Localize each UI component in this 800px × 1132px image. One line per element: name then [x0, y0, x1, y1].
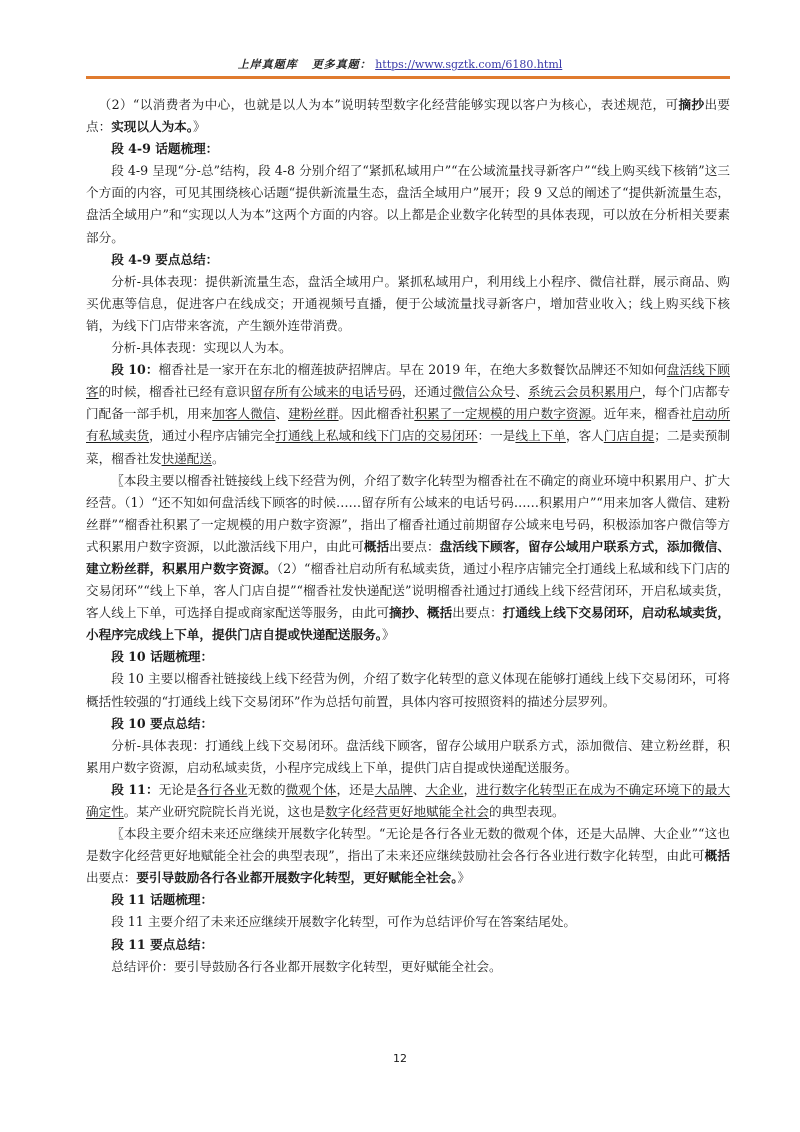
- text-run: 无数的: [247, 781, 286, 797]
- bold-text: 盘活线下顾客，留存公域用户联系方式，添加微信、建立粉丝群，积累用户数字资源。: [86, 538, 731, 576]
- bold-text: 段 11：: [111, 781, 159, 797]
- section-heading: 段 11 话题梳理：: [111, 892, 214, 908]
- paragraph: [86, 359, 730, 469]
- page-number: 12: [393, 1052, 407, 1065]
- paragraph: [86, 94, 730, 138]
- underlined-text: 建粉丝群: [288, 406, 339, 422]
- text-run: 。某产业研究院院长肖光说，这也是: [123, 804, 326, 819]
- underlined-text: 留存所有公域来的电话号码: [250, 384, 402, 400]
- paragraph: [86, 337, 730, 359]
- underlined-text: 数字化经营更好地赋能全社会: [325, 804, 489, 819]
- underlined-text: 打通线上私域和线下门店的交易闭环: [275, 428, 478, 444]
- text-run: 、: [515, 384, 529, 400]
- bold-text: 段 10：: [111, 362, 159, 378]
- section-heading: 段 4-9 话题梳理：: [111, 141, 219, 157]
- text-run: ，通过小程序店铺完全: [149, 428, 276, 444]
- underlined-text: 进行数字化转型正在成为不确定环境下的最大确定性: [86, 781, 731, 819]
- more-label: 更多真题：: [311, 58, 372, 71]
- bold-text: 摘抄、概括: [389, 605, 453, 621]
- text-run: 段 11 主要介绍了未来还应继续开展数字化转型，可作为总结评价写在答案结尾处。: [111, 914, 577, 930]
- text-run: 。: [211, 450, 225, 466]
- text-run: 的时候，榴香社已经有意识: [98, 384, 251, 400]
- underlined-text: 加客人微信: [212, 406, 276, 422]
- underlined-text: 启动所有私域卖货: [86, 406, 731, 444]
- text-run: 》: [457, 870, 471, 886]
- annotation-paragraph: [86, 823, 730, 889]
- underlined-text: 门店自提: [603, 428, 655, 444]
- text-run: 〖本段主要介绍未来还应继续开展数字化转型。“无论是各行各业无数的微观个体，还是大品牌、大企业”“这也是数字化经营更好地赋能全社会的典型表现”，指出了未来还应继续鼓励社会各行各业进行数字化转型，由此可: [86, 826, 730, 864]
- text-run: 分析-具体表现：打通线上线下交易闭环。盘活线下顾客，留存公域用户联系方式，添加微信、建立粉丝群，积累用户数字资源，启动私域卖货，小程序完成线上下单，提供门店自提或快递配送服务。: [86, 737, 730, 775]
- text-run: 总结评价：要引导鼓励各行各业都开展数字化转型，更好赋能全社会。: [111, 958, 502, 974]
- text-run: ，还通过: [401, 384, 453, 400]
- text-run: 分析-具体表现：提供新流量生态，盘活全域用户。紧抓私域用户，利用线上小程序、微信社群，展示商品、购买优惠等信息，促进客户在线成交；开通视频号直播，便于公域流量找寻新客户，增加营业收入；线上购买线下核销，为线下门店带来客流，产生额外连带消费。: [86, 273, 730, 333]
- text-run: 段 10 主要以榴香社链接线上线下经营为例，介绍了数字化转型的意义体现在能够打通线上线下交易闭环，可将概括性较强的“打通线上线下交易闭环”作为总括句前置，具体内容可按照资料的描述分层罗列。: [86, 671, 730, 709]
- text-run: 》: [381, 627, 395, 643]
- underlined-text: 微信公众号: [452, 384, 516, 400]
- text-run: 、: [275, 406, 289, 422]
- paragraph: [86, 160, 730, 248]
- text-run: ，: [463, 781, 477, 797]
- underlined-text: 系统云会员积累用户: [528, 384, 642, 400]
- underlined-text: 盘活线下顾客: [86, 362, 730, 400]
- text-run: 、: [412, 781, 426, 797]
- text-run: ，每个门店都专门配备一部手机，用来: [86, 384, 731, 422]
- bold-text: 要引导鼓励各行各业都开展数字化转型，更好赋能全社会。: [136, 870, 458, 886]
- text-run: 出要点：: [86, 97, 731, 135]
- text-run: 》: [193, 119, 206, 135]
- paragraph: [86, 735, 730, 779]
- text-run: ：一是: [477, 428, 516, 444]
- text-run: 出要点：: [389, 538, 440, 554]
- text-run: 段 4-9 呈现“分-总”结构，段 4-8 分别介绍了“紧抓私域用户”“在公域流量找寻新客户”“线上购买线下核销”这三个方面的内容，可见其围绕核心话题“提供新流量生态，盘活全域用户”展开；段 9 又总的阐述了“提供新流量生态，盘活全域用户”和“实现以人为本”这两个方面的内容。以上都是企业数字化转型的具体表现，可以放在分析相关要素部分。: [86, 163, 730, 245]
- section-heading: 段 11 要点总结：: [111, 936, 214, 952]
- header-link[interactable]: https://www.sgztk.com/6180.html: [375, 58, 563, 71]
- section-heading: 段 10 要点总结：: [111, 715, 214, 731]
- text-run: （2）“以消费者为中心，也就是以人为本”说明转型数字化经营能够实现以客户为核心，表述规范，可: [98, 97, 679, 112]
- underlined-text: 线上下单: [515, 428, 566, 444]
- text-run: ，客人: [565, 428, 604, 444]
- paragraph: [86, 779, 730, 823]
- text-run: 。因此榴香社: [338, 406, 415, 422]
- paragraph: [86, 911, 730, 933]
- text-run: ；二是卖预制菜，榴香社发: [86, 428, 731, 466]
- underlined-text: 微观个体: [285, 781, 337, 797]
- text-run: 榴香社是一家开在东北的榴莲披萨招牌店。早在 2019 年，在绝大多数餐饮品牌还不知如何: [158, 362, 667, 378]
- header-divider: [86, 76, 730, 79]
- text-run: 分析-具体表现：实现以人为本。: [111, 340, 292, 356]
- page-header: [0, 58, 800, 72]
- paragraph: [86, 668, 730, 712]
- text-run: 无论是: [158, 781, 197, 797]
- bold-text: 概括: [363, 538, 390, 554]
- text-run: 〖本段主要以榴香社链接线上线下经营为例，介绍了数字化转型为榴香社在不确定的商业环境中积累用户、扩大经营。（1）“还不知如何盘活线下顾客的时候……留存所有公域来的电话号码……积累用户”“用来加客人微信、建粉丝群”“榴香社积累了一定规模的用户数字资源”，指出了榴香社通过前期留存公域来电号码，积极添加客户微信等方式积累用户数字资源，以此激活线下用户，由此可: [86, 472, 730, 554]
- text-run: 出要点：: [86, 870, 137, 886]
- bold-text: 打通线上线下交易闭环，启动私域卖货，小程序完成线上下单，提供门店自提或快递配送服务。: [86, 605, 731, 643]
- annotation-paragraph: [86, 470, 730, 647]
- underlined-text: 积累了一定规模的用户数字资源: [414, 406, 592, 422]
- section-heading: 段 4-9 要点总结：: [111, 251, 219, 267]
- bold-text: 摘抄: [678, 97, 705, 112]
- underlined-text: 各行各业: [196, 781, 248, 797]
- underlined-text: 大品牌: [374, 781, 413, 797]
- site-name: 上岸真题库: [237, 58, 298, 71]
- bold-text: 概括: [704, 848, 730, 864]
- underlined-text: 快递配送: [161, 450, 212, 466]
- text-run: ，还是: [336, 781, 375, 797]
- paragraph: [86, 271, 730, 337]
- section-heading: 段 10 话题梳理：: [111, 649, 214, 665]
- document-body: [86, 94, 730, 978]
- text-run: 出要点：: [452, 605, 503, 621]
- text-run: 的典型表现。: [489, 804, 565, 819]
- bold-text: 实现以人为本。: [111, 119, 194, 135]
- underlined-text: 大企业: [425, 781, 464, 797]
- text-run: 。近年来，榴香社: [591, 406, 693, 422]
- paragraph: [86, 956, 730, 978]
- text-run: （2）“榴香社启动所有私域卖货，通过小程序店铺完全打通线上私域和线下门店的交易闭环”“线上下单，客人门店自提”“榴香社发快递配送”说明榴香社通过打通线上线下经营闭环，开启私域卖货，客人线上下单，可选择自提或商家配送等服务，由此可: [86, 560, 730, 621]
